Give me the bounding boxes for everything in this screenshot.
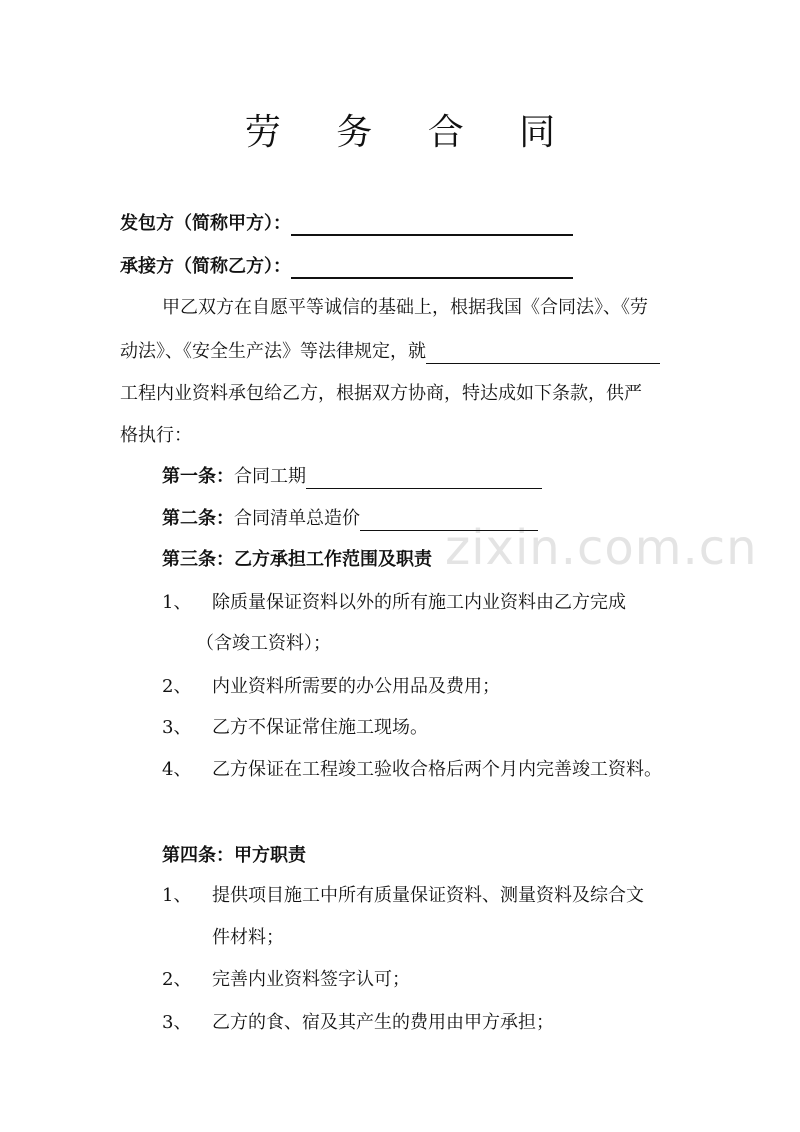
party-a-label: 发包方（简称甲方）： (120, 213, 291, 234)
watermark: zixin.com.cn (445, 520, 758, 576)
article-4-item-1-text: 提供项目施工中所有质量保证资料、测量资料及综合文 (212, 885, 644, 906)
article-2-text: 合同清单总造价 (234, 508, 360, 529)
document-title: 劳 务 合 同 (244, 112, 578, 153)
article-4-item-3-num: 3、 (162, 1012, 192, 1033)
article-4-item-2-num: 2、 (162, 969, 192, 990)
intro-line-3: 工程内业资料承包给乙方，根据双方协商，特达成如下条款，供严 (120, 383, 642, 404)
intro-line-1: 甲乙双方在自愿平等诚信的基础上，根据我国《合同法》、《劳 (162, 297, 648, 318)
article-4-item-1-cont: 件材料； (212, 927, 284, 948)
article-3-item-1-cont: （含竣工资料）； (196, 633, 331, 654)
article-4-item-3-text: 乙方的食、宿及其产生的费用由甲方承担； (212, 1012, 554, 1033)
party-b-line (120, 255, 573, 279)
article-3-item-2-text: 内业资料所需要的办公用品及费用； (212, 676, 500, 697)
article-2-label: 第二条： (162, 508, 234, 529)
article-3-item-4-text: 乙方保证在工程竣工验收合格后两个月内完善竣工资料。 (212, 759, 662, 780)
party-a-line (120, 212, 573, 236)
article-4-item-1-num: 1、 (162, 885, 192, 906)
article-3-item-3-text: 乙方不保证常住施工现场。 (212, 717, 428, 738)
party-a-blank (291, 214, 573, 236)
article-3-item-4-num: 4、 (162, 759, 192, 780)
article-2 (162, 507, 538, 531)
intro-line-4: 格执行： (120, 425, 192, 446)
article-3-heading: 第三条：乙方承担工作范围及职责 (162, 549, 432, 570)
intro-line-2 (120, 340, 660, 364)
project-name-blank (426, 343, 660, 364)
article-3-item-2-num: 2、 (162, 676, 192, 697)
article-3-item-1-num: 1、 (162, 592, 192, 613)
article-1-text: 合同工期 (234, 466, 306, 487)
contract-period-blank (306, 468, 542, 489)
article-4-heading: 第四条：甲方职责 (162, 845, 306, 866)
article-3-item-3-num: 3、 (162, 717, 192, 738)
article-1 (162, 465, 542, 489)
party-b-blank (291, 257, 573, 279)
article-1-label: 第一条： (162, 466, 234, 487)
article-3-item-1-text: 除质量保证资料以外的所有施工内业资料由乙方完成 (212, 592, 626, 613)
article-4-item-2-text: 完善内业资料签字认可； (212, 969, 410, 990)
total-price-blank (360, 510, 538, 531)
intro-line-2-text: 动法》、《安全生产法》等法律规定，就 (120, 341, 426, 362)
party-b-label: 承接方（简称乙方）： (120, 256, 291, 277)
